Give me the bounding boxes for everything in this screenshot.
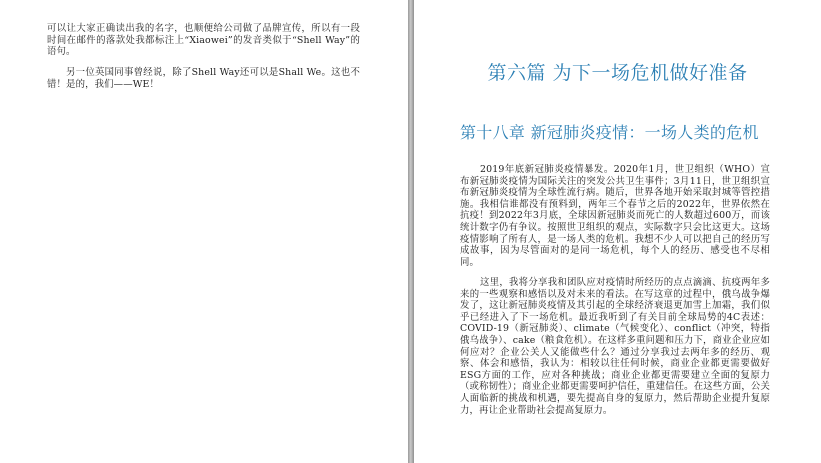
body-paragraph: 另一位英国同事曾经说，除了Shell Way还可以是Shall We。这也不错！是的，我们——WE！	[47, 67, 360, 90]
chapter-title: 第十八章 新冠肺炎疫情：一场人类的危机	[460, 123, 759, 142]
right-page	[414, 0, 821, 463]
body-paragraph: 2019年底新冠肺炎疫情暴发。2020年1月，世卫组织（WHO）宣布新冠肺炎疫情为国际关注的突发公共卫生事件；3月11日，世卫组织宣布新冠肺炎疫情为全球性流行病。随后，世界各地开始采取封城等管控措施。我相信谁都没有预料到，两年三个春节之后的2022年，世界依然在抗疫！到2022年3月底，全球因新冠肺炎而死亡的人数超过600万，而该统计数字仍有争议。按照世卫组织的观点，实际数字只会比这更大。这场疫情影响了所有人，是一场人类的危机。我想不少人可以把自己的经历写成故事，因为尽管面对的是同一场危机，每个人的经历、感受也不尽相同。	[460, 164, 770, 268]
part-title: 第六篇 为下一场危机做好准备	[487, 62, 748, 84]
body-paragraph: 可以让大家正确读出我的名字，也顺便给公司做了品牌宣传，所以有一段时间在邮件的落款处我都标注上“Xiaowei”的发音类似于“Shell Way”的语句。	[47, 23, 360, 58]
body-paragraph: 这里，我将分享我和团队应对疫情时所经历的点点滴滴、抗疫两年多来的一些观察和感悟以及对未来的看法。在写这章的过程中，俄乌战争爆发了，这让新冠肺炎疫情及其引起的全球经济衰退更加雪上加霜，我们似乎已经进入了下一场危机。最近我听到了有关目前全球局势的4C表述：COVID-19（新冠肺炎）、climate（气候变化）、conflict（冲突，特指俄乌战争）、cake（粮食危机）。在这样多重问题和压力下，商业企业应如何应对？企业公关人又能做些什么？通过分享我过去两年多的经历、观察、体会和感悟，我认为：相较以往任何时候，商业企业都更需要做好ESG方面的工作，应对各种挑战；商业企业都更需要建立全面的复原力（或称韧性）；商业企业都更需要呵护信任，重建信任。在这些方面，公关人面临新的挑战和机遇，要先提高自身的复原力，然后帮助企业提升复原力，再让企业帮助社会提高复原力。	[460, 277, 770, 416]
left-page	[0, 0, 408, 463]
